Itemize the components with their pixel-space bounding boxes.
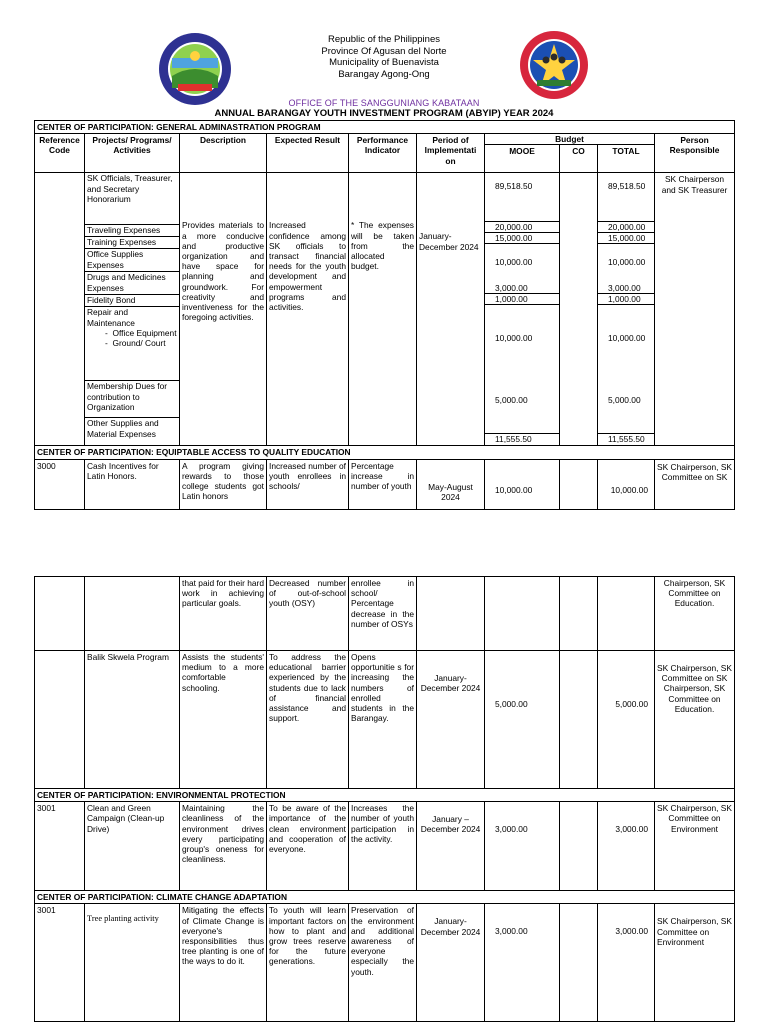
cleanup-person-responsible: SK Chairperson, SK Committee on Environment <box>655 802 735 891</box>
header-country: Republic of the Philippines <box>328 34 440 45</box>
latin-ref: 3000 <box>35 459 85 509</box>
total-value: 5,000.00 <box>608 395 641 406</box>
list-item: Membership Dues for contribution to Organization <box>85 380 179 417</box>
general-expected-result: Increased confidence among SK officials to transact financial needs for the youth development and empowerment programs and activities. <box>267 173 349 446</box>
mooe-value: 3,000.00 <box>495 283 528 294</box>
general-description: Provides materials to a more conducive and productive organization and have space for planning and groundwork. For creativity and inventiveness for the foregoing activities. <box>180 173 267 446</box>
total-value: 10,000.00 <box>608 333 646 344</box>
balik-mooe: 5,000.00 <box>485 651 560 789</box>
list-item: Repair and Maintenance <box>87 307 135 328</box>
cleanup-expected-result: To be aware of the importance of the clean environment and cooperation of everyone. <box>267 802 349 891</box>
latin-indicator-part2: enrollee in school/ Percentage decrease in the number of OSYs <box>349 577 417 651</box>
balik-expected-result: To address the educational barrier experienced by the students due to lack of financial assistance and support. <box>267 651 349 789</box>
mooe-value: 10,000.00 <box>495 333 533 344</box>
header-barangay: Barangay Agong-Ong <box>338 68 430 80</box>
cleanup-ref: 3001 <box>35 802 85 891</box>
col-header-description: Description <box>180 134 267 173</box>
sub-item-label: Ground/ Court <box>112 338 166 349</box>
col-header-indicator: Performance Indicator <box>349 134 417 173</box>
header-province: Province Of Agusan del Norte <box>321 45 447 57</box>
general-mooe-cell <box>485 173 560 446</box>
list-item: Other Supplies and Material Expenses <box>85 417 179 440</box>
tree-person-responsible: SK Chairperson, SK Committee on Environment <box>655 904 735 1022</box>
sub-item-label: Office Equipment <box>112 327 177 338</box>
col-header-person: Person Responsible <box>655 134 735 173</box>
latin-person-part1: SK Chairperson, SK Committee on SK <box>655 459 735 509</box>
tree-expected-result: To youth will learn important factors on how to plant and grow trees reserve for the future generations. <box>267 904 349 1022</box>
balik-period: January-December 2024 <box>417 651 485 789</box>
document-title: ANNUAL BARANGAY YOUTH INVESTMENT PROGRAM (ABYIP) YEAR 2024 <box>214 108 554 119</box>
office-name: OFFICE OF THE SANGGUNIANG KABATAAN <box>288 98 480 108</box>
mooe-value: 20,000.00 <box>485 221 559 232</box>
balik-total: 5,000.00 <box>598 651 655 789</box>
abyip-table-page-1 <box>34 120 735 510</box>
total-value: 11,555.50 <box>598 433 654 444</box>
tree-co <box>560 904 598 1022</box>
total-value: 89,518.50 <box>608 181 646 192</box>
latin-cont-period <box>417 577 485 651</box>
balik-person-responsible: SK Chairperson, SK Committee on SK Chairperson, SK Committee on Education. <box>655 651 735 789</box>
general-total-cell <box>598 173 655 446</box>
total-value: 1,000.00 <box>598 293 654 305</box>
cleanup-co <box>560 802 598 891</box>
latin-cont-ppa <box>85 577 180 651</box>
mooe-value: 15,000.00 <box>485 232 559 244</box>
cleanup-ppa: Clean and Green Campaign (Clean-up Drive) <box>85 802 180 891</box>
tree-total: 3,000.00 <box>598 904 655 1022</box>
latin-ppa: Cash Incentives for Latin Honors. <box>85 459 180 509</box>
list-item: Training Expenses <box>85 236 179 248</box>
abyip-table-page-2 <box>34 576 735 1022</box>
latin-period: May-August 2024 <box>417 459 485 509</box>
latin-cont-mooe <box>485 577 560 651</box>
sub-item-ground-court: - Ground/ Court <box>105 338 166 349</box>
latin-result-part2: Decreased number of out-of-school youth (OSY) <box>267 577 349 651</box>
balik-description: Assists the students' medium to a more comfortable schooling. <box>180 651 267 789</box>
latin-description-part2: that paid for their hard work in achieving particular goals. <box>180 577 267 651</box>
col-header-expected-result: Expected Result <box>267 134 349 173</box>
list-item: SK Officials, Treasurer, and Secretary Honorarium <box>87 173 173 204</box>
general-person-responsible: SK Chairperson and SK Treasurer <box>655 173 735 446</box>
general-ref-cell <box>35 173 85 446</box>
col-header-total: TOTAL <box>598 145 655 173</box>
general-co-cell <box>560 173 598 446</box>
cleanup-indicator: Increases the number of youth participation in the activity. <box>349 802 417 891</box>
latin-total: 10,000.00 <box>598 459 655 509</box>
latin-co <box>560 459 598 509</box>
section-general-admin: CENTER OF PARTICIPATION: GENERAL ADMINASTRATION PROGRAM <box>35 121 735 134</box>
section-climate: CENTER OF PARTICIPATION: CLIMATE CHANGE ADAPTATION <box>35 891 735 904</box>
latin-cont-total <box>598 577 655 651</box>
document-page-2 <box>0 512 768 1024</box>
col-header-ppa: Projects/ Programs/ Activities <box>85 134 180 173</box>
mooe-value: 1,000.00 <box>485 293 559 305</box>
tree-period: January-December 2024 <box>417 904 485 1022</box>
col-header-ref: Reference Code <box>35 134 85 173</box>
list-item: Office Supplies Expenses <box>85 248 179 271</box>
tree-ppa: Tree planting activity <box>85 904 180 1022</box>
general-items-cell <box>85 173 180 446</box>
total-value: 15,000.00 <box>598 232 654 244</box>
list-item-repair <box>85 306 179 380</box>
tree-indicator: Preservation of the environment and additional awareness of everyone especially the youth. <box>349 904 417 1022</box>
total-value: 20,000.00 <box>598 221 654 232</box>
balik-indicator: Opens opportunitie s for increasing the numbers of enrolled students in the Barangay. <box>349 651 417 789</box>
tree-ref: 3001 <box>35 904 85 1022</box>
balik-ref <box>35 651 85 789</box>
latin-indicator-part1: Percentage increase in number of youth <box>349 459 417 509</box>
mooe-value: 5,000.00 <box>495 395 528 406</box>
balik-ppa: Balik Skwela Program <box>85 651 180 789</box>
list-item: Traveling Expenses <box>85 224 179 236</box>
balik-co <box>560 651 598 789</box>
mooe-value: 89,518.50 <box>495 181 533 192</box>
cleanup-period: January – December 2024 <box>417 802 485 891</box>
latin-mooe: 10,000.00 <box>485 459 560 509</box>
list-item: Fidelity Bond <box>85 294 179 306</box>
document-header <box>0 34 768 80</box>
cleanup-mooe: 3,000.00 <box>485 802 560 891</box>
general-period: January-December 2024 <box>417 173 485 446</box>
tree-description: Mitigating the effects of Climate Change is everyone's responsibilities thus tree planting is one of the ways to do it. <box>180 904 267 1022</box>
latin-cont-ref <box>35 577 85 651</box>
col-header-co: CO <box>560 145 598 173</box>
latin-cont-co <box>560 577 598 651</box>
total-value: 10,000.00 <box>608 257 646 268</box>
section-environment: CENTER OF PARTICIPATION: ENVIRONMENTAL PROTECTION <box>35 789 735 802</box>
mooe-value: 11,555.50 <box>485 433 559 444</box>
general-indicator: * The expenses will be taken from the allocated budget. <box>349 173 417 446</box>
list-item: Drugs and Medicines Expenses <box>85 271 179 294</box>
cleanup-description: Maintaining the cleanliness of the environment drives every participating group's oneness for cleanliness. <box>180 802 267 891</box>
latin-person-part2: Chairperson, SK Committee on Education. <box>655 577 735 651</box>
col-header-budget: Budget <box>485 134 655 145</box>
col-header-period: Period of Implementati on <box>417 134 485 173</box>
mooe-value: 10,000.00 <box>495 257 533 268</box>
sub-item-office-equipment: - Office Equipment <box>105 327 177 338</box>
latin-description-part1: A program giving rewards to those college students got Latin honors <box>180 459 267 509</box>
col-header-mooe: MOOE <box>485 145 560 173</box>
latin-result-part1: Increased number of youth enrollees in schools/ <box>267 459 349 509</box>
cleanup-total: 3,000.00 <box>598 802 655 891</box>
header-municipality: Municipality of Buenavista <box>329 57 439 68</box>
tree-mooe: 3,000.00 <box>485 904 560 1022</box>
section-education: CENTER OF PARTICIPATION: EQUIPTABLE ACCESS TO QUALITY EDUCATION <box>35 446 735 459</box>
total-value: 3,000.00 <box>608 283 641 294</box>
